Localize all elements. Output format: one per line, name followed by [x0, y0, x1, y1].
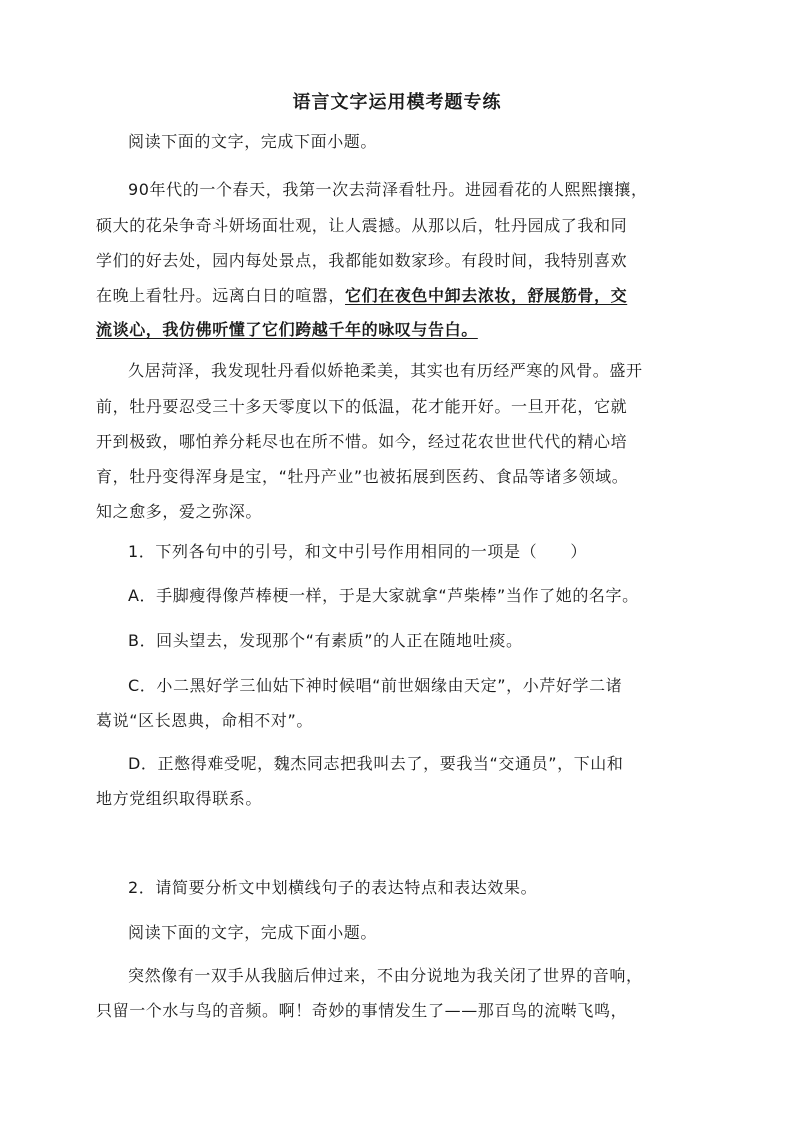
question1-option-b: B．回头望去，发现那个“有素质”的人正在随地吐痰。 — [128, 631, 523, 650]
question1-option-d: D．正憋得难受呢，魏杰同志把我叫去了，要我当“交通员”，下山和 — [128, 754, 624, 773]
passage2-line: 开到极致，哪怕养分耗尽也在所不惜。如今，经过花农世世代代的精心培 — [96, 432, 628, 451]
passage1-line: 学们的好去处，园内每处景点，我都能如数家珍。有段时间，我特别喜欢 — [96, 251, 628, 270]
passage2-line: 知之愈多，爱之弥深。 — [96, 502, 263, 521]
question1-stem: 1．下列各句中的引号，和文中引号作用相同的一项是（ ） — [128, 542, 587, 561]
passage1-line: 硕大的花朵争奇斗妍场面壮观，让人震撼。从那以后，牡丹园成了我和同 — [96, 216, 628, 235]
reading-instruction-2: 阅读下面的文字，完成下面小题。 — [128, 923, 378, 942]
passage3-line: 突然像有一双手从我脑后伸过来，不由分说地为我关闭了世界的音响， — [128, 966, 643, 985]
passage1-line: 90年代的一个春天，我第一次去菏泽看牡丹。进园看花的人熙熙攘攘， — [128, 180, 648, 199]
page-title: 语言文字运用模考题专练 — [292, 92, 502, 113]
question1-option-c-cont: 葛说“区长恩典，命相不对”。 — [96, 711, 313, 730]
passage2-line: 前，牡丹要忍受三十多天零度以下的低温，花才能开好。一旦开花，它就 — [96, 397, 628, 416]
question1-option-d-cont: 地方党组织取得联系。 — [96, 789, 263, 808]
passage2-line: 久居菏泽，我发现牡丹看似娇艳柔美，其实也有历经严寒的风骨。盛开 — [128, 361, 643, 380]
passage3-line: 只留一个水与鸟的音频。啊！奇妙的事情发生了——那百鸟的流啭飞鸣， — [96, 1001, 628, 1020]
question1-option-a: A．手脚瘦得像芦棒梗一样，于是大家就拿“芦柴棒”当作了她的名字。 — [128, 586, 639, 605]
underlined-sentence: 它们在夜色中卸去浓妆，舒展筋骨，交 — [345, 286, 628, 305]
passage1-line — [96, 286, 627, 306]
passage1-line4-plain: 在晚上看牡丹。远离白日的喧嚣， — [96, 286, 346, 305]
reading-instruction: 阅读下面的文字，完成下面小题。 — [128, 132, 378, 151]
question1-option-c: C．小二黑好学三仙姑下神时候唱“前世姻缘由天定”，小芹好学二诸 — [128, 676, 623, 695]
question2-stem: 2．请简要分析文中划横线句子的表达特点和表达效果。 — [128, 878, 538, 897]
underlined-sentence: 流谈心，我仿佛听懂了它们跨越千年的咏叹与告白。 — [96, 320, 478, 339]
passage2-line: 育，牡丹变得浑身是宝，“牡丹产业”也被拓展到医药、食品等诸多领域。 — [96, 467, 629, 486]
